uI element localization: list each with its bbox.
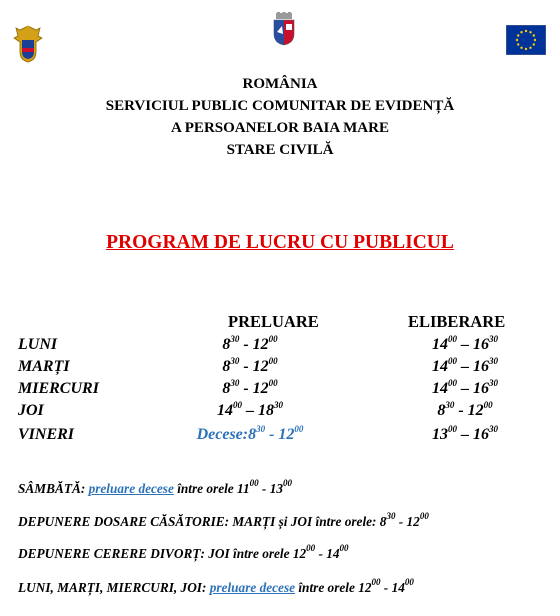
note-sambata-label: SÂMBĂTĂ: [18, 481, 86, 496]
note-casatorie-text: DEPUNERE DOSARE CĂSĂTORIE: MARȚI și JOI între orele: [18, 514, 380, 529]
eu-star-icon [534, 39, 536, 41]
schedule-day: VINERI [18, 426, 75, 443]
header-institution-city: A PERSOANELOR BAIA MARE [171, 120, 389, 136]
schedule-preluare-time: $8^{30} - 12^{00}$ [222, 378, 278, 397]
header-department: STARE CIVILĂ [226, 142, 334, 158]
schedule-eliberare-time: $13^{00} - 16^{30}$ [432, 424, 498, 443]
eu-flag-icon [506, 25, 546, 55]
eu-star-icon [529, 31, 531, 33]
eu-star-icon [533, 34, 535, 36]
schedule-preluare-time: $14^{00} - 18^{30}$ [217, 400, 283, 419]
page-title: PROGRAM DE LUCRU CU PUBLICUL [106, 232, 454, 253]
note-divort-text: DEPUNERE CERERE DIVORȚ: JOI între orele [18, 546, 293, 561]
note-decese: LUNI, MARȚI, MIERCURI, JOI: preluare decese între orele $12^{00} - 14^{00}$ [18, 577, 414, 595]
schedule-day: JOI [18, 402, 44, 419]
note-sambata: SÂMBĂTĂ: preluare decese între orele $11^{00} - 13^{00}$ [18, 478, 292, 496]
schedule-preluare-time: $Decese:8^{30} - 12^{00}$ [196, 424, 304, 443]
schedule-day: MIERCURI [18, 380, 99, 397]
schedule-preluare-time: $8^{30} - 12^{00}$ [222, 334, 278, 353]
header-country: ROMÂNIA [242, 76, 318, 92]
eu-star-icon [529, 47, 531, 49]
note-decese-label: LUNI, MARȚI, MIERCURI, JOI: [18, 580, 210, 595]
eu-star-icon [520, 47, 522, 49]
note-casatorie: DEPUNERE DOSARE CĂSĂTORIE: MARȚI și JOI între orele: $8^{30} - 12^{00}$ [18, 511, 429, 529]
eu-star-icon [520, 31, 522, 33]
schedule-eliberare-time: $14^{00} - 16^{30}$ [432, 378, 498, 397]
schedule-day: LUNI [18, 336, 58, 353]
eu-star-icon [516, 39, 518, 41]
romania-coat-of-arms-icon [12, 24, 44, 64]
schedule-eliberare-time: $14^{00} - 16^{30}$ [432, 356, 498, 375]
note-decese-text: între orele [295, 580, 359, 595]
schedule-eliberare-time: $8^{30} - 12^{00}$ [437, 400, 493, 419]
eu-star-icon [517, 34, 519, 36]
column-heading-preluare: PRELUARE [228, 312, 319, 331]
baia-mare-coat-of-arms-icon [270, 12, 298, 46]
eu-star-icon [525, 30, 527, 32]
eu-star-icon [517, 43, 519, 45]
header-institution: SERVICIUL PUBLIC COMUNITAR DE EVIDENȚĂ [105, 98, 455, 114]
eu-star-icon [525, 48, 527, 50]
note-decese-link[interactable]: preluare decese [209, 580, 296, 595]
note-sambata-text: între orele [173, 481, 238, 496]
eu-star-icon [533, 43, 535, 45]
schedule-preluare-time: $8^{30} - 12^{00}$ [222, 356, 278, 375]
note-divort: DEPUNERE CERERE DIVORȚ: JOI între orele $12^{00} - 14^{00}$ [18, 543, 349, 561]
note-sambata-link[interactable]: preluare decese [88, 481, 174, 496]
column-heading-eliberare: ELIBERARE [408, 312, 506, 331]
schedule-day: MARȚI [18, 358, 70, 375]
schedule-eliberare-time: $14^{00} - 16^{30}$ [432, 334, 498, 353]
